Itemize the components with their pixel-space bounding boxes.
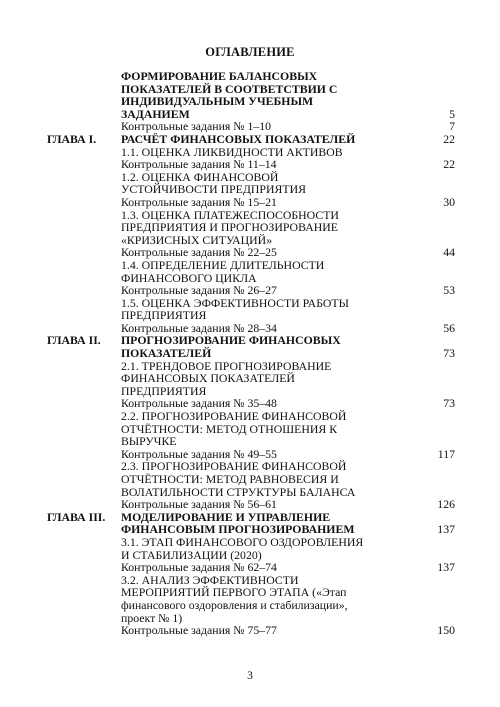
toc-entry-title: Контрольные задания № 62–74	[121, 560, 277, 575]
toc-entry	[0, 460, 500, 498]
toc-entry	[0, 158, 500, 171]
toc-entry	[0, 70, 500, 120]
toc-entry-title: Контрольные задания № 75–77	[121, 623, 277, 638]
toc-page-number: 22	[443, 131, 455, 146]
toc-entry-title: 2.1. ТРЕНДОВОЕ ПРОГНОЗИРОВАНИЕ ФИНАНСОВЫХ ПОКАЗАТЕЛЕЙ ПРЕДПРИЯТИЯ	[121, 358, 332, 398]
toc-page-number: 137	[437, 522, 455, 537]
toc-page-number: 7	[449, 119, 455, 134]
toc-entry-title: МОДЕЛИРОВАНИЕ И УПРАВЛЕНИЕ ФИНАНСОВЫМ ПРОГНОЗИРОВАНИЕМ	[121, 509, 355, 537]
toc-entry-title: 1.3. ОЦЕНКА ПЛАТЕЖЕСПОСОБНОСТИ ПРЕДПРИЯТИЯ И ПРОГНОЗИРОВАНИЕ «КРИЗИСНЫХ СИТУАЦИЙ»	[121, 207, 339, 247]
toc-entry	[0, 561, 500, 574]
toc-page-number: 44	[443, 245, 455, 260]
toc-entry	[0, 360, 500, 398]
toc-entry	[0, 511, 500, 536]
chapter-label: ГЛАВА I.	[47, 131, 97, 146]
toc-entry	[0, 334, 500, 359]
toc-entry-title: 1.5. ОЦЕНКА ЭФФЕКТИВНОСТИ РАБОТЫ ПРЕДПРИЯТИЯ	[121, 295, 349, 323]
toc-entry-title: Контрольные задания № 28–34	[121, 320, 277, 335]
toc-page-number: 56	[443, 320, 455, 335]
toc-entry-title: Контрольные задания № 35–48	[121, 396, 277, 411]
toc-page-number: 22	[443, 157, 455, 172]
toc-entry-title: Контрольные задания № 26–27	[121, 283, 277, 298]
toc-page-number: 73	[443, 346, 455, 361]
toc-entry-title: ФОРМИРОВАНИЕ БАЛАНСОВЫХ ПОКАЗАТЕЛЕЙ В СООТВЕТСТВИИ С ИНДИВИДУАЛЬНЫМ УЧЕБНЫМ ЗАДАНИЕМ	[121, 69, 338, 121]
chapter-label: ГЛАВА III.	[47, 509, 106, 524]
toc-page-number: 73	[443, 396, 455, 411]
toc-entry-title: 3.2. АНАЛИЗ ЭФФЕКТИВНОСТИ МЕРОПРИЯТИЙ ПЕРВОГО ЭТАПА («Этап финансового оздоровления и стабилизации», проект № 1)	[121, 572, 348, 625]
toc-page-number: 5	[449, 106, 455, 121]
toc-entry-title: Контрольные задания № 11–14	[121, 157, 277, 172]
toc-entry	[0, 196, 500, 209]
page-number: 3	[247, 670, 253, 682]
toc-entry	[0, 410, 500, 448]
toc-entry-title: 1.1. ОЦЕНКА ЛИКВИДНОСТИ АКТИВОВ	[121, 144, 343, 159]
toc-entry	[0, 574, 500, 624]
toc-entry-title: 1.4. ОПРЕДЕЛЕНИЕ ДЛИТЕЛЬНОСТИ ФИНАНСОВОГО ЦИКЛА	[121, 257, 325, 285]
toc-page-number: 117	[437, 446, 455, 461]
page-title: ОГЛАВЛЕНИЕ	[205, 45, 295, 59]
toc-entry	[0, 624, 500, 637]
table-of-contents	[0, 70, 500, 637]
toc-entry-title: 1.2. ОЦЕНКА ФИНАНСОВОЙ УСТОЙЧИВОСТИ ПРЕДПРИЯТИЯ	[121, 169, 306, 197]
toc-entry-title: Контрольные задания № 22–25	[121, 245, 277, 260]
toc-entry-title: Контрольные задания № 1–10	[121, 119, 272, 134]
toc-page-number: 53	[443, 283, 455, 298]
toc-page-number: 30	[443, 194, 455, 209]
toc-entry-title: 3.1. ЭТАП ФИНАНСОВОГО ОЗДОРОВЛЕНИЯ И СТАБИЛИЗАЦИИ (2020)	[121, 534, 364, 562]
toc-page-number: 150	[437, 623, 455, 638]
toc-entry-title: ПРОГНОЗИРОВАНИЕ ФИНАНСОВЫХ ПОКАЗАТЕЛЕЙ	[121, 333, 341, 361]
toc-entry-title: РАСЧЁТ ФИНАНСОВЫХ ПОКАЗАТЕЛЕЙ	[121, 131, 356, 146]
toc-entry	[0, 259, 500, 284]
toc-page-number: 137	[437, 560, 455, 575]
chapter-label: ГЛАВА II.	[47, 333, 101, 348]
toc-entry-title: 2.2. ПРОГНОЗИРОВАНИЕ ФИНАНСОВОЙ ОТЧЁТНОСТИ: МЕТОД ОТНОШЕНИЯ К ВЫРУЧКЕ	[121, 409, 347, 449]
toc-entry	[0, 209, 500, 247]
toc-entry	[0, 536, 500, 561]
toc-entry	[0, 297, 500, 322]
toc-entry-title: Контрольные задания № 56–61	[121, 497, 277, 512]
toc-entry-title: Контрольные задания № 15–21	[121, 194, 277, 209]
toc-entry-title: 2.3. ПРОГНОЗИРОВАНИЕ ФИНАНСОВОЙ ОТЧЁТНОСТИ: МЕТОД РАВНОВЕСИЯ И ВОЛАТИЛЬНОСТИ СТРУКТУРЫ БАЛАНСА	[121, 459, 356, 499]
toc-entry	[0, 133, 500, 146]
toc-entry	[0, 284, 500, 297]
toc-page-number: 126	[437, 497, 455, 512]
toc-entry-title: Контрольные задания № 49–55	[121, 446, 277, 461]
toc-entry	[0, 171, 500, 196]
toc-entry	[0, 498, 500, 511]
